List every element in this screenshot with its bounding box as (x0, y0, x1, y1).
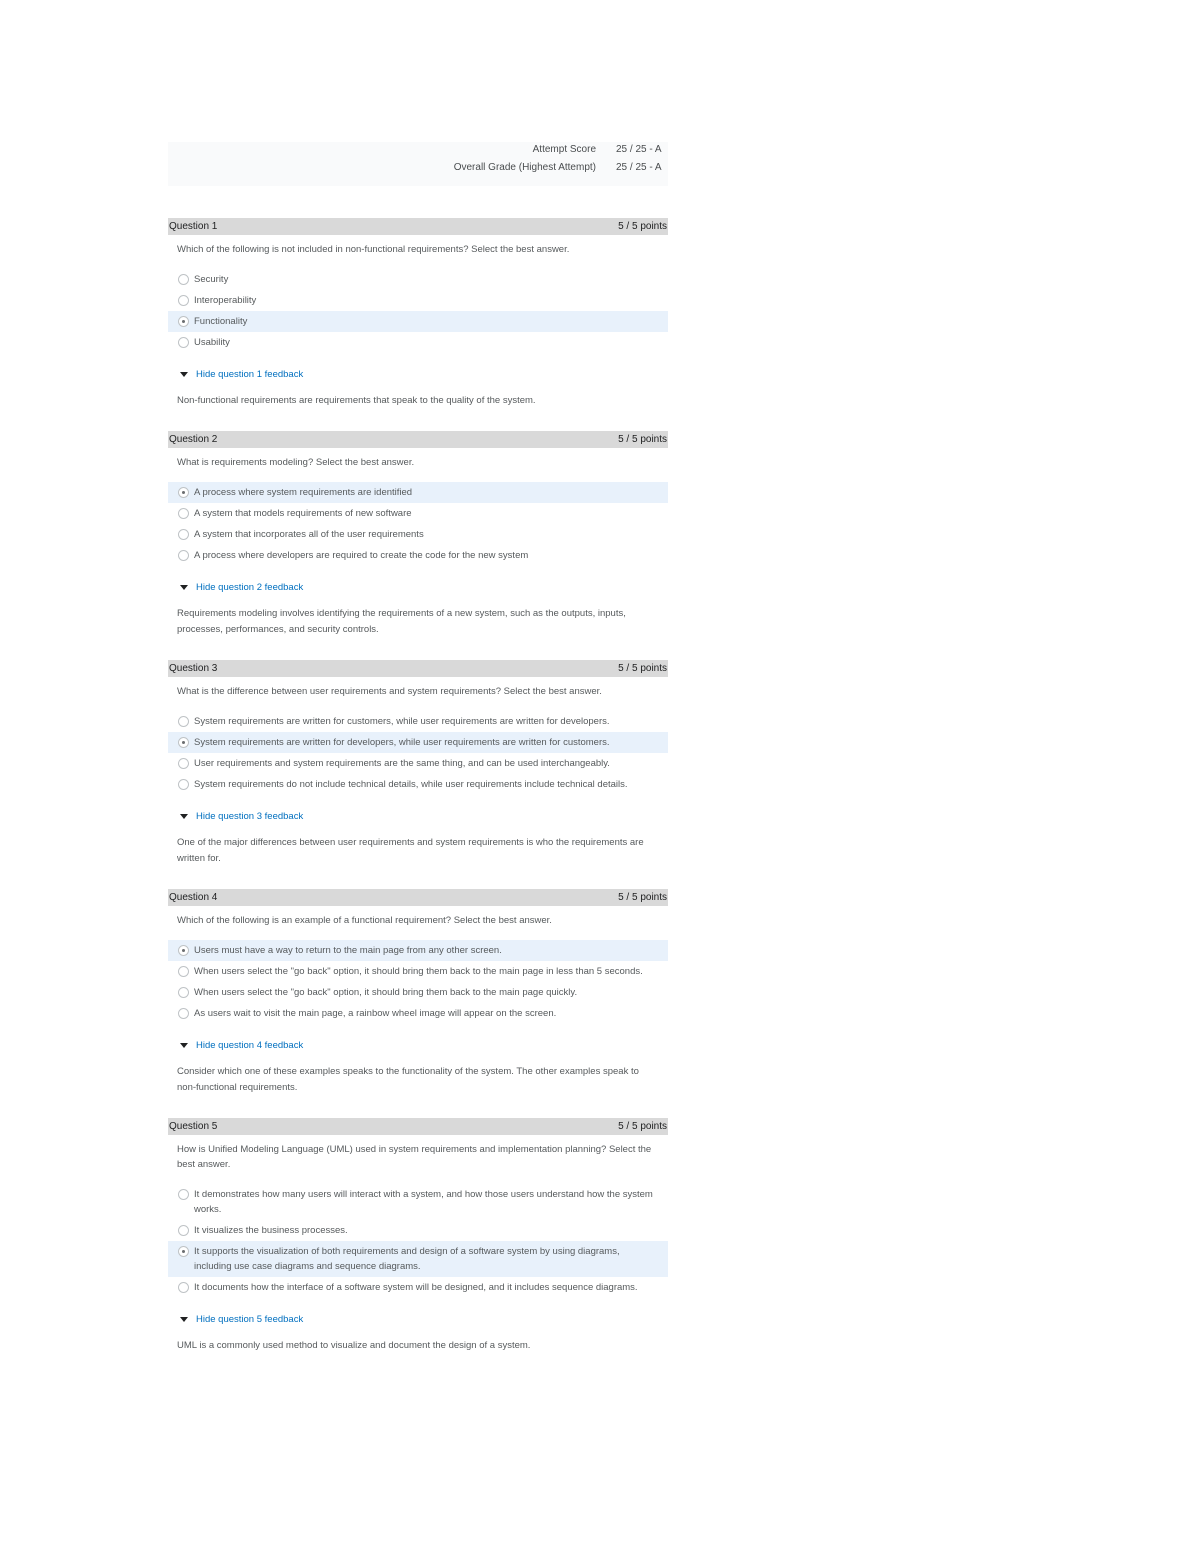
question-header (168, 660, 668, 677)
question-list (168, 218, 668, 1354)
quiz-results (168, 142, 668, 1376)
radio-empty-icon[interactable] (178, 779, 189, 790)
question-title: Question 2 (169, 434, 218, 445)
answer-options (168, 711, 668, 795)
question-feedback: One of the major differences between user requirements and system requirements is who the requirements are written for. (177, 837, 644, 864)
overall-grade-value: 25 / 25 - A (616, 162, 662, 173)
hide-feedback-toggle[interactable] (168, 1314, 668, 1325)
radio-empty-icon[interactable] (178, 295, 189, 306)
question-feedback: Consider which one of these examples speaks to the functionality of the system. The other examples speak to non-functional requirements. (177, 1066, 639, 1093)
hide-feedback-toggle[interactable] (168, 811, 668, 822)
question-title: Question 3 (169, 663, 218, 674)
answer-option-label: When users select the "go back" option, it should bring them back to the main page quickly. (194, 987, 578, 998)
attempt-score-row (168, 144, 668, 162)
answer-option-label: It supports the visualization of both requirements and design of a software system by using diagrams, including use case diagrams and sequence diagrams. (194, 1246, 620, 1272)
answer-option-label: When users select the "go back" option, it should bring them back to the main page in less than 5 seconds. (194, 966, 643, 977)
caret-down-icon (180, 1043, 188, 1048)
hide-feedback-link[interactable]: Hide question 1 feedback (196, 369, 304, 380)
radio-empty-icon[interactable] (178, 550, 189, 561)
answer-option[interactable] (168, 545, 668, 566)
hide-feedback-link[interactable]: Hide question 4 feedback (196, 1040, 304, 1051)
answer-options (168, 269, 668, 353)
answer-option[interactable] (168, 1184, 668, 1220)
overall-grade-row (168, 162, 668, 180)
question-points: 5 / 5 points (618, 1121, 667, 1132)
question-text: What is the difference between user requirements and system requirements? Select the best answer. (177, 686, 602, 697)
hide-feedback-link[interactable]: Hide question 2 feedback (196, 582, 304, 593)
radio-empty-icon[interactable] (178, 1008, 189, 1019)
question-3 (168, 660, 668, 867)
answer-option[interactable] (168, 982, 668, 1003)
radio-empty-icon[interactable] (178, 274, 189, 285)
answer-option-label: System requirements are written for developers, while user requirements are written for customers. (194, 737, 610, 748)
question-header (168, 218, 668, 235)
question-feedback: Non-functional requirements are requirements that speak to the quality of the system. (177, 395, 536, 406)
hide-feedback-toggle[interactable] (168, 1040, 668, 1051)
question-text: What is requirements modeling? Select the best answer. (177, 457, 415, 468)
answer-option[interactable] (168, 711, 668, 732)
question-points: 5 / 5 points (618, 221, 667, 232)
radio-selected-icon[interactable] (178, 487, 189, 498)
answer-option-label: A system that incorporates all of the user requirements (194, 529, 424, 540)
answer-option-label: Security (194, 274, 229, 285)
question-title: Question 1 (169, 221, 218, 232)
hide-feedback-link[interactable]: Hide question 3 feedback (196, 811, 304, 822)
radio-selected-icon[interactable] (178, 1246, 189, 1257)
answer-options (168, 940, 668, 1024)
answer-options (168, 1184, 668, 1298)
overall-grade-label: Overall Grade (Highest Attempt) (453, 162, 596, 173)
question-header (168, 889, 668, 906)
radio-empty-icon[interactable] (178, 508, 189, 519)
answer-option[interactable] (168, 774, 668, 795)
answer-option-label: System requirements are written for customers, while user requirements are written for developers. (194, 716, 610, 727)
answer-option-label: Usability (194, 337, 230, 348)
question-text: Which of the following is an example of a functional requirement? Select the best answer. (177, 915, 552, 926)
question-points: 5 / 5 points (618, 663, 667, 674)
attempt-score-value: 25 / 25 - A (616, 144, 662, 155)
answer-option-label: A process where developers are required to create the code for the new system (194, 550, 529, 561)
answer-option[interactable] (168, 1277, 668, 1298)
radio-selected-icon[interactable] (178, 945, 189, 956)
answer-option[interactable] (168, 332, 668, 353)
answer-option-label: A process where system requirements are identified (194, 487, 413, 498)
hide-feedback-toggle[interactable] (168, 582, 668, 593)
answer-option[interactable] (168, 753, 668, 774)
answer-option[interactable] (168, 1003, 668, 1024)
answer-option[interactable] (168, 1220, 668, 1241)
radio-empty-icon[interactable] (178, 1225, 189, 1236)
question-header (168, 431, 668, 448)
question-title: Question 4 (169, 892, 218, 903)
question-5 (168, 1118, 668, 1354)
radio-empty-icon[interactable] (178, 1282, 189, 1293)
question-text: Which of the following is not included in non-functional requirements? Select the best answer. (177, 244, 570, 255)
answer-option-label: As users wait to visit the main page, a rainbow wheel image will appear on the screen. (194, 1008, 557, 1019)
radio-empty-icon[interactable] (178, 716, 189, 727)
radio-empty-icon[interactable] (178, 529, 189, 540)
radio-empty-icon[interactable] (178, 987, 189, 998)
answer-option-label: It documents how the interface of a software system will be designed, and it includes sequence diagrams. (194, 1282, 638, 1293)
hide-feedback-link[interactable]: Hide question 5 feedback (196, 1314, 304, 1325)
answer-option-label: System requirements do not include technical details, while user requirements include technical details. (194, 779, 628, 790)
radio-empty-icon[interactable] (178, 337, 189, 348)
answer-option-label: User requirements and system requirements are the same thing, and can be used interchangeably. (194, 758, 610, 769)
radio-selected-icon[interactable] (178, 737, 189, 748)
score-summary (168, 142, 668, 186)
question-text: How is Unified Modeling Language (UML) used in system requirements and implementation planning? Select the best answer. (177, 1144, 652, 1170)
radio-empty-icon[interactable] (178, 1189, 189, 1200)
answer-option-label: Users must have a way to return to the main page from any other screen. (194, 945, 502, 956)
question-4 (168, 889, 668, 1096)
question-points: 5 / 5 points (618, 892, 667, 903)
hide-feedback-toggle[interactable] (168, 369, 668, 380)
answer-option[interactable] (168, 732, 668, 753)
answer-option[interactable] (168, 269, 668, 290)
answer-option-label: Functionality (194, 316, 248, 327)
answer-option[interactable] (168, 311, 668, 332)
answer-option[interactable] (168, 524, 668, 545)
attempt-score-label: Attempt Score (532, 144, 596, 155)
answer-option[interactable] (168, 940, 668, 961)
answer-option-label: Interoperability (194, 295, 257, 306)
radio-selected-icon[interactable] (178, 316, 189, 327)
answer-option-label: It demonstrates how many users will interact with a system, and how those users understand how the system works. (194, 1189, 653, 1215)
answer-option[interactable] (168, 482, 668, 503)
radio-empty-icon[interactable] (178, 758, 189, 769)
caret-down-icon (180, 372, 188, 377)
question-header (168, 1118, 668, 1135)
question-feedback: Requirements modeling involves identifying the requirements of a new system, such as the outputs, inputs, processes, performances, and security controls. (177, 608, 626, 635)
answer-option[interactable] (168, 961, 668, 982)
caret-down-icon (180, 814, 188, 819)
question-points: 5 / 5 points (618, 434, 667, 445)
caret-down-icon (180, 585, 188, 590)
question-2 (168, 431, 668, 638)
answer-option-label: A system that models requirements of new software (194, 508, 412, 519)
answer-options (168, 482, 668, 566)
radio-empty-icon[interactable] (178, 966, 189, 977)
question-1 (168, 218, 668, 409)
answer-option[interactable] (168, 290, 668, 311)
answer-option[interactable] (168, 1241, 668, 1277)
caret-down-icon (180, 1317, 188, 1322)
question-title: Question 5 (169, 1121, 218, 1132)
answer-option[interactable] (168, 503, 668, 524)
answer-option-label: It visualizes the business processes. (194, 1225, 348, 1236)
question-feedback: UML is a commonly used method to visualize and document the design of a system. (177, 1340, 531, 1351)
